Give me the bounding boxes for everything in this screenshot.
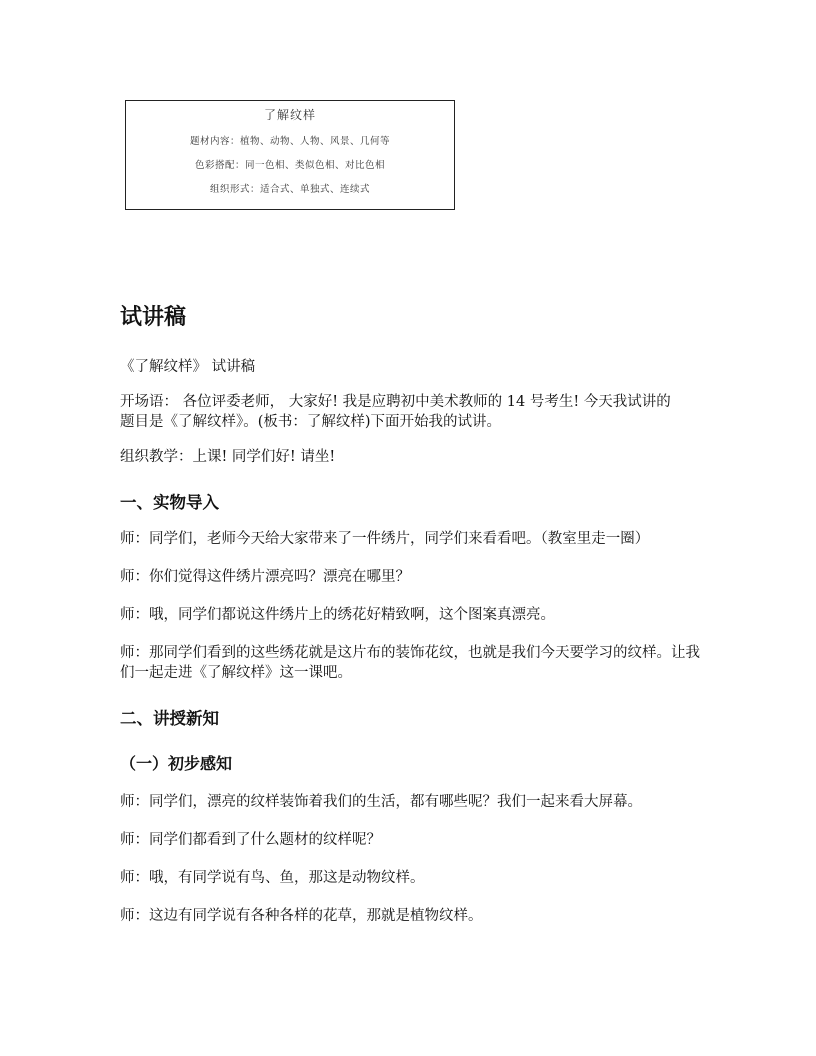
box-line-form: 组织形式：适合式、单独式、连续式 <box>209 184 370 195</box>
document-body <box>120 357 720 941</box>
paragraph: 师：同学们，漂亮的纹样装饰着我们的生活，都有哪些呢？我们一起来看大屏幕。 <box>120 794 642 810</box>
box-title: 了解纹样 <box>263 108 316 122</box>
lesson-subtitle: 《了解纹样》 试讲稿 <box>120 359 256 375</box>
section-heading-new-knowledge: 二、讲授新知 <box>120 709 219 728</box>
box-line-color: 色彩搭配：同一色相、类似色相、对比色相 <box>194 160 385 171</box>
section-heading-intro: 一、实物导入 <box>120 493 219 512</box>
box-line-content: 题材内容：植物、动物、人物、风景、几何等 <box>189 136 390 147</box>
paragraph: 师：那同学们看到的这些绣花就是这片布的装饰花纹，也就是我们今天要学习的纹样。让我们一起走进《了解纹样》这一课吧。 <box>120 645 700 681</box>
paragraph: 师：同学们都看到了什么题材的纹样呢？ <box>120 832 381 848</box>
paragraph: 师：哦，有同学说有鸟、鱼，那这是动物纹样。 <box>120 870 425 886</box>
document-title: 试讲稿 <box>120 305 187 330</box>
organize-paragraph: 组织教学：上课! 同学们好! 请坐! <box>120 449 336 465</box>
paragraph: 师：这边有同学说有各种各样的花草，那就是植物纹样。 <box>120 908 483 924</box>
blackboard-summary-box <box>125 100 455 210</box>
paragraph: 师：你们觉得这件绣片漂亮吗？漂亮在哪里？ <box>120 569 410 585</box>
opening-paragraph: 开场语： 各位评委老师， 大家好! 我是应聘初中美术教师的 14 号考生! 今天我试讲的题目是《了解纹样》。(板书：了解纹样)下面开始我的试讲。 <box>120 394 671 430</box>
paragraph: 师：同学们，老师今天给大家带来了一件绣片，同学们来看看吧。（教室里走一圈） <box>120 531 650 547</box>
paragraph: 师：哦，同学们都说这件绣片上的绣花好精致啊，这个图案真漂亮。 <box>120 607 555 623</box>
sub-heading-perception: （一）初步感知 <box>120 754 233 773</box>
